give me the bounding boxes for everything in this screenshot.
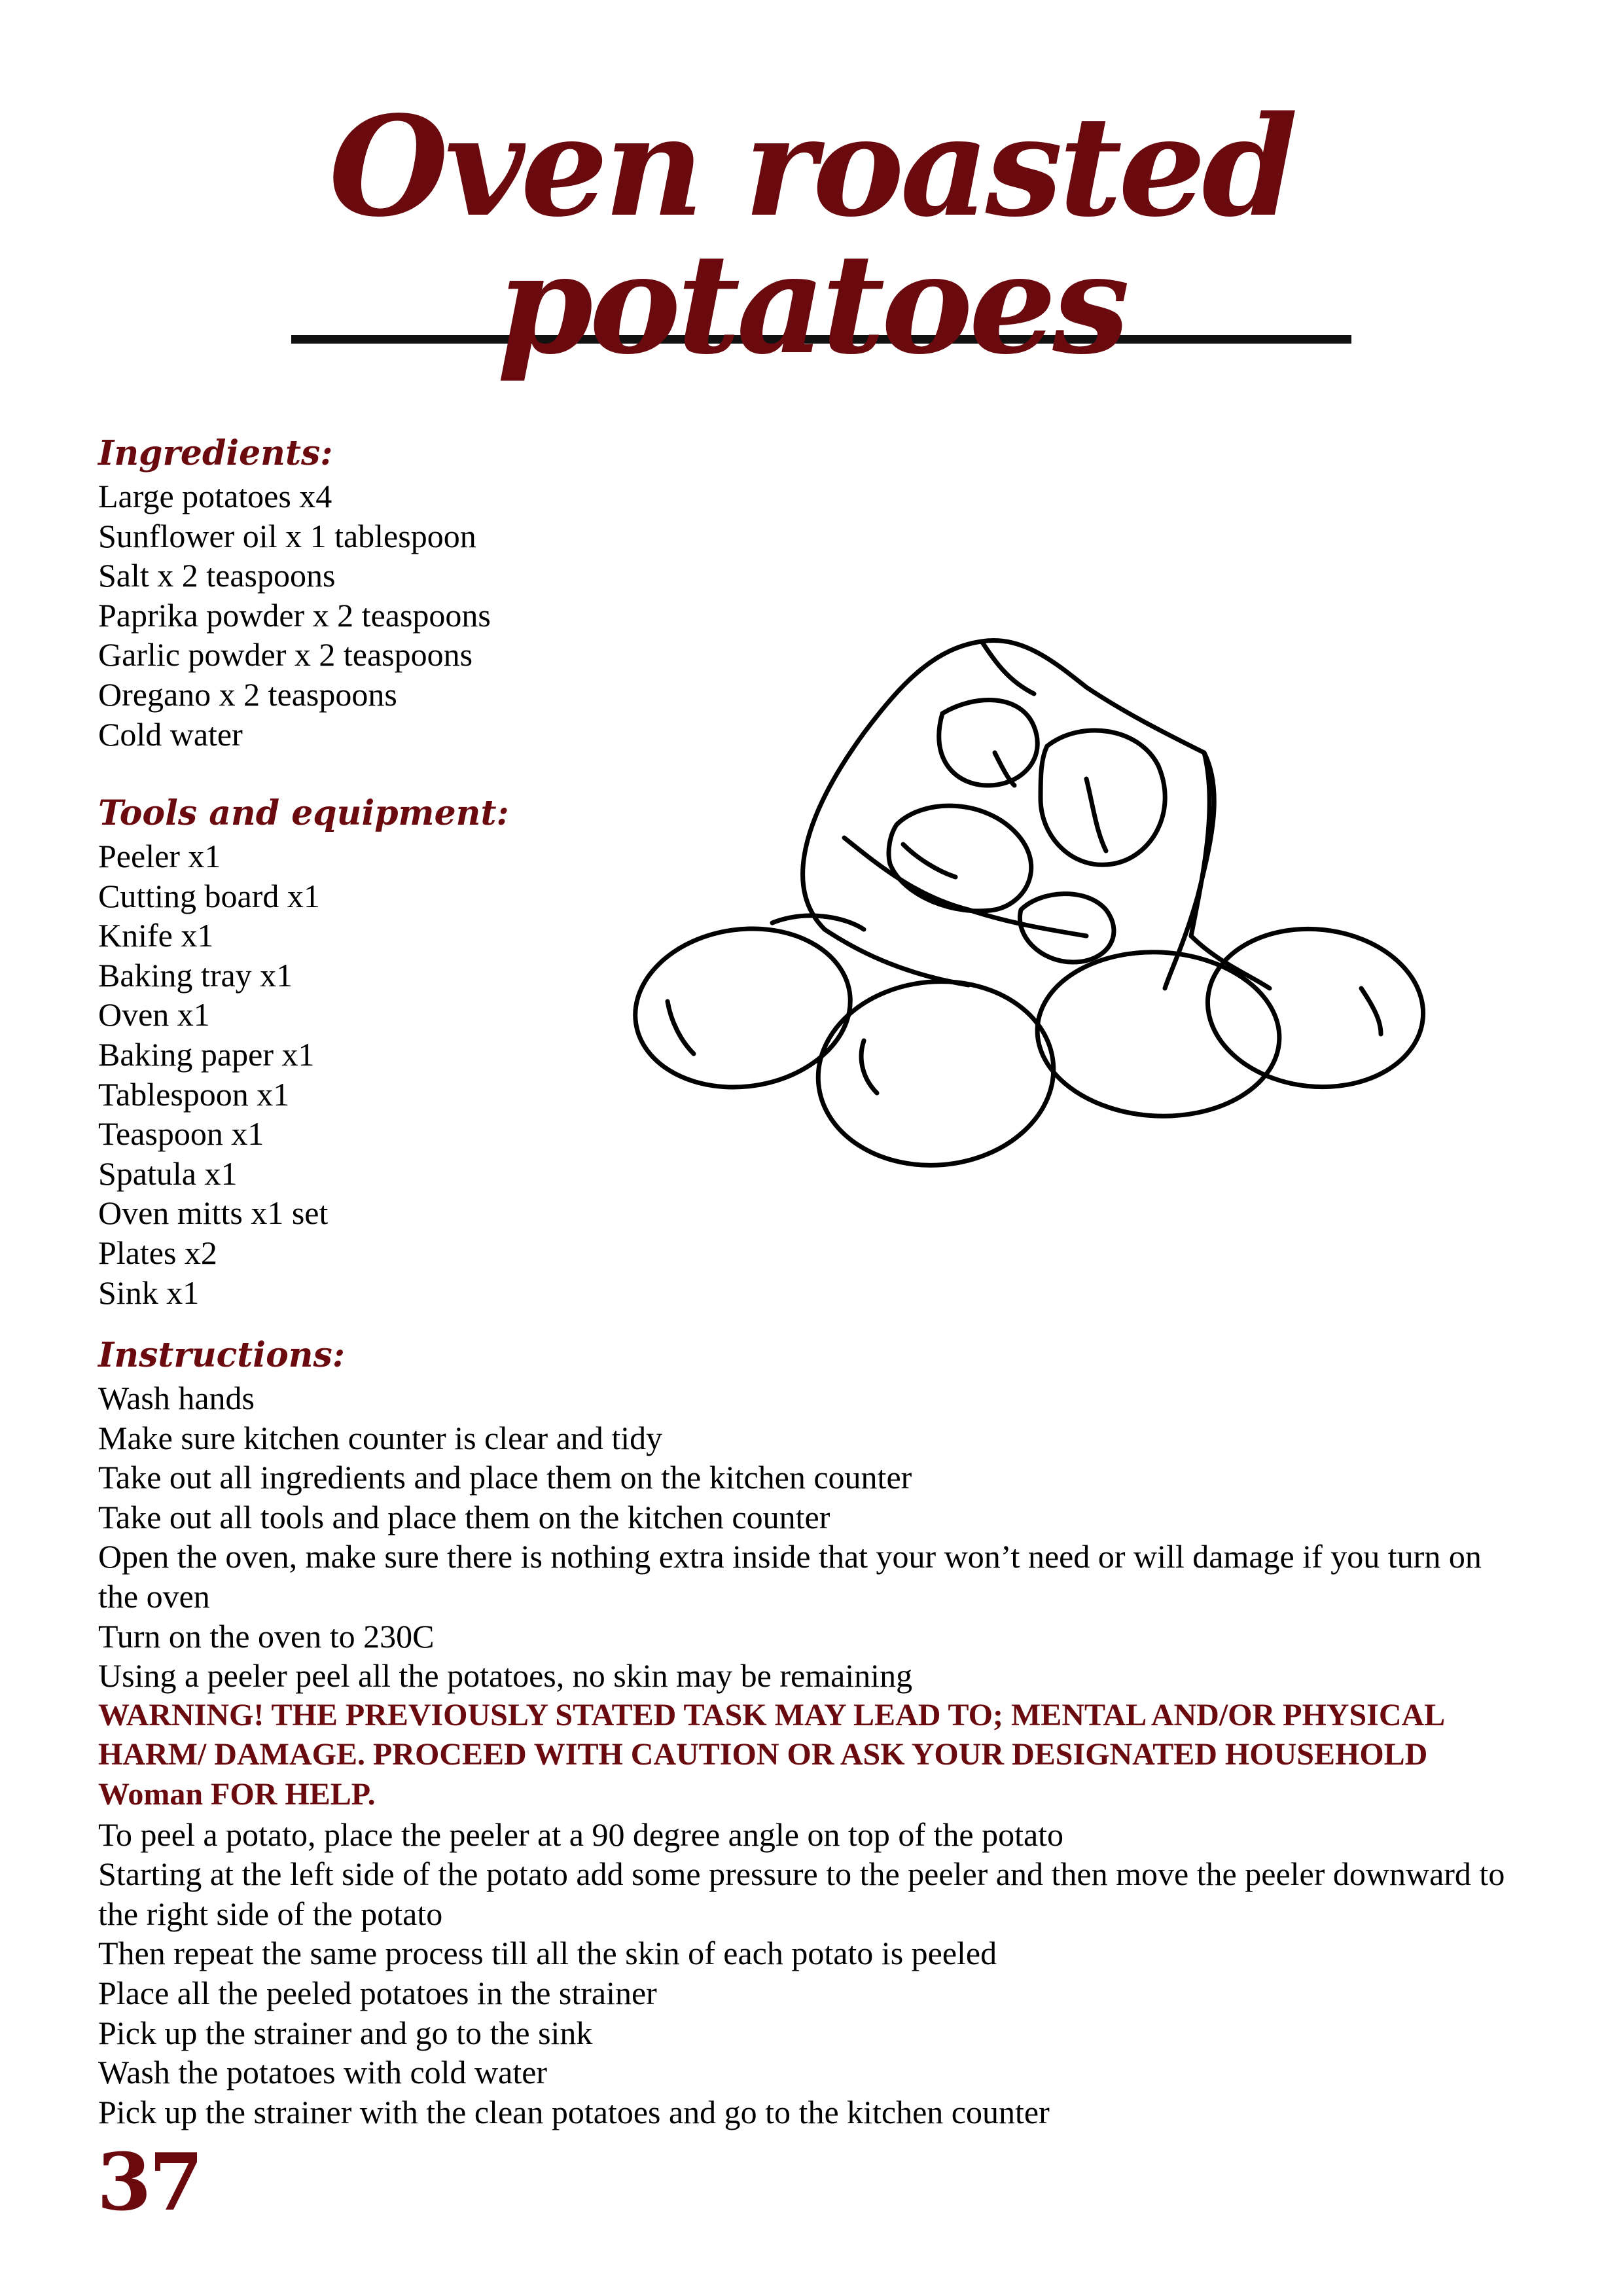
page-number: 37: [97, 2136, 201, 2229]
instruction-step: Pick up the strainer and go to the sink: [98, 2014, 593, 2051]
list-item: Cutting board x1: [98, 877, 320, 914]
list-item: Knife x1: [98, 917, 214, 954]
ingredients-list: [98, 476, 491, 754]
instruction-step: Using a peeler peel all the potatoes, no skin may be remaining: [98, 1657, 913, 1695]
instruction-step: To peel a potato, place the peeler at a 90 degree angle on top of the potato: [98, 1816, 1064, 1853]
instructions-list: [98, 1378, 1525, 2132]
ingredients-heading: Ingredients:: [98, 433, 333, 473]
instruction-step: Wash the potatoes with cold water: [98, 2054, 548, 2091]
list-item: Spatula x1: [98, 1155, 238, 1192]
page-title-line-2: potatoes: [497, 223, 1126, 385]
instruction-step: Open the oven, make sure there is nothing extra inside that your won’t need or will damage if you turn on the oven: [98, 1538, 1482, 1615]
list-item: Sink x1: [98, 1274, 200, 1311]
list-item: Cold water: [98, 715, 243, 753]
list-item: Oregano x 2 teaspoons: [98, 675, 397, 713]
instruction-step: Take out all ingredients and place them on the kitchen counter: [98, 1459, 912, 1496]
list-item: Paprika powder x 2 teaspoons: [98, 596, 491, 634]
instruction-step: Starting at the left side of the potato add some pressure to the peeler and then move the peeler downward to the right side of the potato: [98, 1856, 1505, 1932]
warning-text: WARNING! THE PREVIOUSLY STATED TASK MAY LEAD TO; MENTAL AND/OR PHYSICAL HARM/ DAMAGE. PROCEED WITH CAUTION OR ASK YOUR DESIGNATED HOUSEHOLD Woman FOR HELP.: [98, 1697, 1444, 1812]
list-item: Sunflower oil x 1 tablespoon: [98, 517, 476, 554]
list-item: Garlic powder x 2 teaspoons: [98, 636, 473, 673]
list-item: Large potatoes x4: [98, 478, 332, 514]
list-item: Peeler x1: [98, 838, 221, 874]
tools-list: [98, 836, 328, 1312]
instruction-step: Make sure kitchen counter is clear and tidy: [98, 1419, 663, 1456]
instructions-heading: Instructions:: [98, 1335, 346, 1375]
instruction-step: Place all the peeled potatoes in the strainer: [98, 1974, 657, 2011]
instruction-step: Turn on the oven to 230C: [98, 1617, 435, 1655]
instruction-step: Pick up the strainer with the clean potatoes and go to the kitchen counter: [98, 2093, 1050, 2130]
instruction-step: Take out all tools and place them on the kitchen counter: [98, 1498, 830, 1535]
page-title-line-1: Oven roasted: [329, 86, 1294, 247]
list-item: Plates x2: [98, 1234, 217, 1271]
list-item: Tablespoon x1: [98, 1075, 290, 1113]
instruction-step: Wash hands: [98, 1380, 255, 1416]
list-item: Oven x1: [98, 996, 210, 1033]
list-item: Salt x 2 teaspoons: [98, 557, 336, 594]
tools-heading: Tools and equipment:: [98, 793, 509, 833]
potatoes-in-sack-icon: [628, 622, 1446, 1178]
list-item: Baking paper x1: [98, 1035, 315, 1073]
list-item: Oven mitts x1 set: [98, 1194, 329, 1232]
list-item: Baking tray x1: [98, 956, 293, 994]
instruction-step: Then repeat the same process till all the skin of each potato is peeled: [98, 1935, 997, 1972]
list-item: Teaspoon x1: [98, 1115, 264, 1153]
